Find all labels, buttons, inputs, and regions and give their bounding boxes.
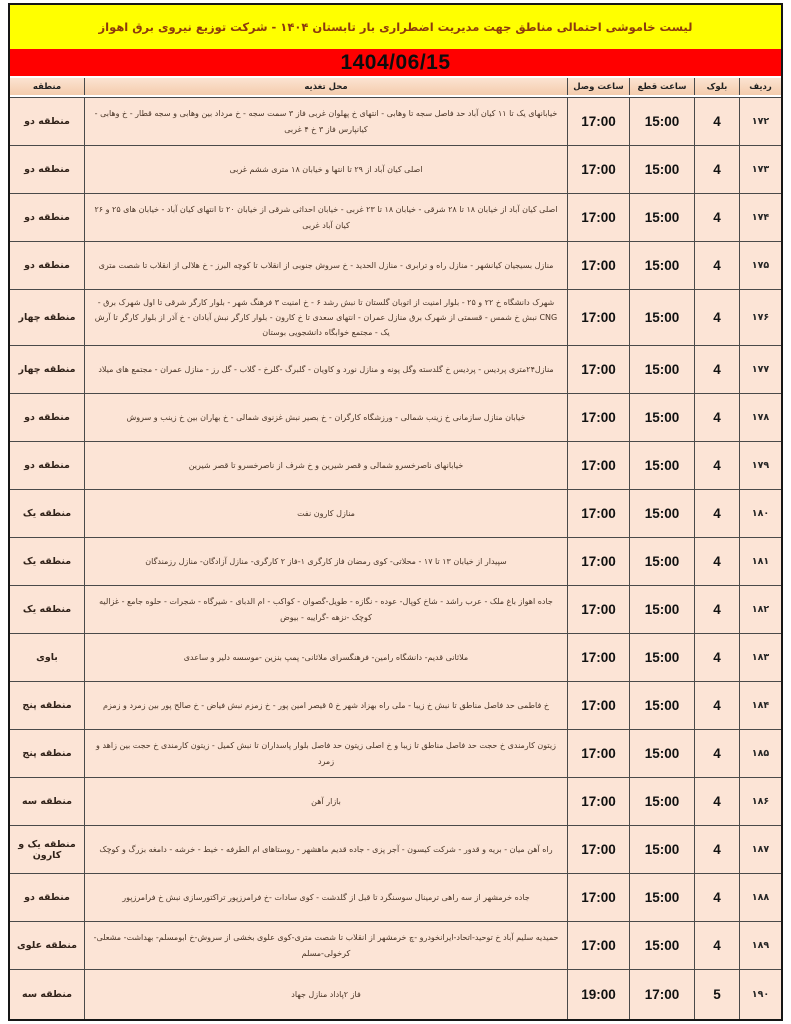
location-cell [84, 634, 567, 681]
date-banner [10, 49, 781, 76]
table-row [10, 921, 781, 969]
block-cell [694, 146, 739, 193]
date-text: 1404/06/15 [340, 50, 451, 74]
block-cell [694, 730, 739, 777]
region-cell [10, 442, 84, 489]
block-cell [694, 682, 739, 729]
time-on-cell [567, 98, 629, 145]
region-text: منطقه دو [24, 412, 70, 423]
location-text: شهرک دانشگاه خ ۲۲ و ۲۵ - بلوار امنیت از اتوبان گلستان تا نبش رشد ۶ - خ امنیت ۳ فرهنگ شهر - بلوار کارگر شرقی تا اول شهرک برق - CNG نبش خ شمس - قسمتی از شهرک برق منازل عمران - انتهای سعدی تا خ کارون - بلوار کارگر نبش آبادان - خ آذر از بلوار کارگر تا آرش یک - مجتمع خوابگاه دانشجویی بوستان [94, 297, 558, 338]
location-text: خیابانهای یک تا ۱۱ کیان آباد حد فاصل سجه تا وهابی - انتهای خ پهلوان غربی فاز ۳ سمت سجه - خ مرداد بین وهابی و سجه قطار - خ وهابی - کیانپارس فاز ۳ خ ۴ غربی [94, 109, 558, 134]
location-cell [84, 826, 567, 873]
location-cell [84, 586, 567, 633]
region-cell [10, 394, 84, 441]
region-text: منطقه یک [22, 508, 72, 519]
header-block: بلوک [694, 78, 739, 95]
location-text: خیابان منازل سازمانی خ زینب شمالی - ورزشگاه کارگران - خ بصیر نبش غزنوی شمالی - خ بهاران بین خ زینب و سروش [126, 412, 526, 422]
block-value: 4 [713, 258, 721, 273]
region-text: منطقه علوی [17, 940, 77, 951]
location-text: خ فاطمی حد فاصل مناطق تا نبش خ زیبا - ملی راه بهزاد شهر خ ۵ قیصر امین پور - خ زمزم نبش فیاض - خ صالح پور بین زمرد و زمزم [102, 700, 550, 710]
time-off-cell [629, 194, 694, 241]
time-on-cell [567, 346, 629, 393]
block-value: 5 [713, 987, 721, 1002]
block-cell [694, 778, 739, 825]
row-number-cell [739, 194, 781, 241]
block-value: 4 [713, 890, 721, 905]
time-on-cell [567, 826, 629, 873]
time-on-value: 17:00 [581, 794, 616, 809]
table-row [10, 289, 781, 345]
time-off-cell [629, 778, 694, 825]
table-row [10, 97, 781, 145]
time-on-cell [567, 970, 629, 1019]
location-cell [84, 98, 567, 145]
time-off-value: 15:00 [644, 554, 680, 569]
block-cell [694, 826, 739, 873]
region-cell [10, 194, 84, 241]
time-off-cell [629, 442, 694, 489]
time-off-value: 17:00 [644, 987, 680, 1002]
region-text: منطقه سه [21, 796, 73, 807]
time-on-value: 17:00 [581, 362, 616, 377]
time-off-cell [629, 826, 694, 873]
time-on-value: 17:00 [581, 310, 616, 325]
region-cell [10, 826, 84, 873]
region-cell [10, 490, 84, 537]
block-cell [694, 194, 739, 241]
time-on-value: 17:00 [581, 890, 616, 905]
block-value: 4 [713, 938, 721, 953]
time-off-cell [629, 874, 694, 921]
table-header-row [10, 76, 781, 97]
location-text: جاده اهواز باغ ملک - عرب راشد - شاخ کوپال- عوده - نگازه - طویل-گصوان - کواکب - ام الدبای - شیرگاه - شجرات - حلوه جامع - غزالیه کوچک -نزهه -گرایبه - بیوض [99, 597, 553, 622]
location-text: اصلی کیان آباد از ۲۹ تا انتها و خیابان ۱۸ متری ششم غربی [229, 164, 423, 174]
location-text: فاز ۲پاداد منازل جهاد [291, 989, 361, 999]
time-on-value: 17:00 [581, 506, 616, 521]
table-body [10, 97, 781, 1019]
location-text: خیابانهای ناصرخسرو شمالی و قصر شیرین و خ شرف از ناصرخسرو تا قصر شیرین [188, 460, 464, 470]
location-text: راه آهن میان - بریه و قدور - شرکت کیسون - آجر پزی - جاده قدیم ماهشهر - روستاهای ام الطرفه - خیط - خرشه - دامغه بزرگ و کوچک [99, 844, 553, 854]
location-text: منازل کارون نفت [297, 508, 355, 518]
location-cell [84, 290, 567, 345]
time-off-value: 15:00 [644, 794, 680, 809]
table-row [10, 729, 781, 777]
region-cell [10, 290, 84, 345]
region-text: منطقه دو [24, 892, 70, 903]
time-on-value: 17:00 [581, 458, 616, 473]
time-on-cell [567, 778, 629, 825]
block-cell [694, 490, 739, 537]
region-cell [10, 682, 84, 729]
location-cell [84, 874, 567, 921]
block-value: 4 [713, 310, 721, 325]
region-text: منطقه پنج [22, 700, 72, 711]
block-value: 4 [713, 842, 721, 857]
table-row [10, 777, 781, 825]
location-text: زیتون کارمندی خ حجت حد فاصل مناطق تا زیبا و خ اصلی زیتون حد فاصل بلوار پاسداران تا نبش کمیل - زیتون کارمندی خ حجت بین زاهد و زمرد [96, 741, 556, 766]
time-off-value: 15:00 [644, 842, 680, 857]
row-number-cell [739, 242, 781, 289]
table-row [10, 241, 781, 289]
region-cell [10, 146, 84, 193]
time-off-cell [629, 538, 694, 585]
block-value: 4 [713, 114, 721, 129]
block-cell [694, 98, 739, 145]
row-number: ۱۸۲ [751, 604, 770, 615]
row-number: ۱۸۰ [751, 508, 770, 519]
time-off-cell [629, 146, 694, 193]
region-text: منطقه سه [21, 989, 73, 1000]
time-off-cell [629, 490, 694, 537]
table-row [10, 825, 781, 873]
location-cell [84, 242, 567, 289]
region-text: منطقه یک [22, 604, 72, 615]
time-off-cell [629, 970, 694, 1019]
time-on-value: 19:00 [581, 987, 616, 1002]
region-text: منطقه دو [24, 260, 70, 271]
time-on-cell [567, 730, 629, 777]
table-row [10, 345, 781, 393]
row-number-cell [739, 634, 781, 681]
row-number-cell [739, 730, 781, 777]
region-text: باوی [36, 652, 58, 663]
header-time-on: ساعت وصل [567, 78, 629, 95]
time-on-value: 17:00 [581, 114, 616, 129]
row-number: ۱۸۵ [751, 748, 770, 759]
row-number-cell [739, 490, 781, 537]
region-cell [10, 922, 84, 969]
region-cell [10, 242, 84, 289]
region-cell [10, 586, 84, 633]
block-cell [694, 346, 739, 393]
row-number-cell [739, 442, 781, 489]
time-off-cell [629, 394, 694, 441]
region-text: منطقه چهار [18, 312, 76, 323]
row-number: ۱۷۹ [751, 460, 770, 471]
row-number: ۱۸۴ [751, 700, 770, 711]
row-number-cell [739, 826, 781, 873]
block-cell [694, 874, 739, 921]
table-row [10, 393, 781, 441]
time-on-value: 17:00 [581, 746, 616, 761]
location-cell [84, 194, 567, 241]
time-off-value: 15:00 [644, 506, 680, 521]
time-on-value: 17:00 [581, 410, 616, 425]
block-cell [694, 634, 739, 681]
block-value: 4 [713, 458, 721, 473]
region-text: منطقه دو [24, 164, 70, 175]
row-number: ۱۷۸ [751, 412, 770, 423]
table-row [10, 489, 781, 537]
location-cell [84, 538, 567, 585]
region-text: منطقه دو [24, 116, 70, 127]
block-value: 4 [713, 794, 721, 809]
location-cell [84, 682, 567, 729]
row-number-cell [739, 586, 781, 633]
block-cell [694, 290, 739, 345]
time-off-value: 15:00 [644, 746, 680, 761]
table-row [10, 441, 781, 489]
row-number-cell [739, 538, 781, 585]
block-value: 4 [713, 410, 721, 425]
region-cell [10, 730, 84, 777]
time-on-cell [567, 290, 629, 345]
region-cell [10, 970, 84, 1019]
header-region: منطقه [32, 81, 62, 92]
block-value: 4 [713, 362, 721, 377]
row-number: ۱۷۵ [751, 260, 770, 271]
location-cell [84, 730, 567, 777]
time-on-value: 17:00 [581, 602, 616, 617]
region-cell [10, 778, 84, 825]
time-on-value: 17:00 [581, 210, 616, 225]
row-number: ۱۸۸ [751, 892, 770, 903]
title-bar [10, 5, 781, 49]
row-number-cell [739, 146, 781, 193]
block-value: 4 [713, 650, 721, 665]
block-value: 4 [713, 210, 721, 225]
time-on-value: 17:00 [581, 162, 616, 177]
row-number-cell [739, 874, 781, 921]
table-row [10, 633, 781, 681]
row-number: ۱۸۶ [751, 796, 770, 807]
time-off-value: 15:00 [644, 650, 680, 665]
time-on-cell [567, 242, 629, 289]
table-row [10, 681, 781, 729]
block-value: 4 [713, 602, 721, 617]
row-number: ۱۹۰ [751, 989, 770, 1000]
region-text: منطقه چهار [18, 364, 76, 375]
row-number-cell [739, 98, 781, 145]
time-off-cell [629, 98, 694, 145]
table-row [10, 193, 781, 241]
time-off-value: 15:00 [644, 114, 680, 129]
block-cell [694, 242, 739, 289]
row-number-cell [739, 682, 781, 729]
time-on-cell [567, 538, 629, 585]
region-cell [10, 634, 84, 681]
row-number-cell [739, 970, 781, 1019]
time-on-value: 17:00 [581, 554, 616, 569]
time-off-value: 15:00 [644, 162, 680, 177]
row-number: ۱۸۱ [751, 556, 770, 567]
time-on-value: 17:00 [581, 698, 616, 713]
location-text: ملاثانی قدیم- دانشگاه رامین- فرهنگسرای ملاثانی- پمپ بنزین -موسسه دلیر و ساعدی [183, 652, 469, 662]
location-cell [84, 490, 567, 537]
region-text: منطقه دو [24, 460, 70, 471]
time-off-value: 15:00 [644, 938, 680, 953]
location-cell [84, 922, 567, 969]
time-off-value: 15:00 [644, 890, 680, 905]
time-off-value: 15:00 [644, 310, 680, 325]
time-off-cell [629, 586, 694, 633]
time-off-value: 15:00 [644, 362, 680, 377]
row-number: ۱۷۳ [751, 164, 770, 175]
time-on-cell [567, 634, 629, 681]
row-number: ۱۸۳ [751, 652, 770, 663]
time-off-cell [629, 682, 694, 729]
time-off-cell [629, 290, 694, 345]
time-on-cell [567, 586, 629, 633]
time-on-value: 17:00 [581, 650, 616, 665]
row-number-cell [739, 346, 781, 393]
time-off-cell [629, 242, 694, 289]
outage-table [10, 76, 781, 1019]
time-off-cell [629, 634, 694, 681]
time-on-cell [567, 146, 629, 193]
time-off-value: 15:00 [644, 602, 680, 617]
row-number: ۱۷۷ [751, 364, 770, 375]
region-text: منطقه یک [22, 556, 72, 567]
time-on-value: 17:00 [581, 258, 616, 273]
block-value: 4 [713, 162, 721, 177]
time-on-cell [567, 490, 629, 537]
region-cell [10, 874, 84, 921]
location-cell [84, 778, 567, 825]
block-value: 4 [713, 698, 721, 713]
time-on-cell [567, 874, 629, 921]
region-text: منطقه دو [24, 212, 70, 223]
page-title: لیست خاموشی احتمالی مناطق جهت مدیریت اضطراری بار تابستان ۱۴۰۴ - شرکت توزیع نیروی برق اهواز [98, 19, 693, 34]
location-cell [84, 970, 567, 1019]
time-off-cell [629, 730, 694, 777]
header-location: محل تغذیه [84, 78, 567, 95]
region-cell [10, 98, 84, 145]
time-off-value: 15:00 [644, 458, 680, 473]
time-off-value: 15:00 [644, 698, 680, 713]
row-number-cell [739, 922, 781, 969]
row-number: ۱۷۶ [751, 312, 770, 323]
block-cell [694, 922, 739, 969]
block-cell [694, 538, 739, 585]
time-off-value: 15:00 [644, 410, 680, 425]
header-row-number: ردیف [739, 78, 781, 95]
time-on-cell [567, 442, 629, 489]
block-value: 4 [713, 506, 721, 521]
time-off-value: 15:00 [644, 258, 680, 273]
location-text: حمیدیه سلیم آباد خ توحید-اتحاد-ایرانخودرو -چ خرمشهر از انقلاب تا شصت متری-کوی علوی بخشی از سروش-خ ابومسلم- بهداشت- مشعلی- کرخولی-مسلم [93, 933, 559, 958]
block-value: 4 [713, 746, 721, 761]
location-cell [84, 442, 567, 489]
time-on-cell [567, 682, 629, 729]
block-cell [694, 586, 739, 633]
region-text: منطقه یک و کارون [18, 838, 76, 861]
block-value: 4 [713, 554, 721, 569]
time-on-cell [567, 394, 629, 441]
time-on-value: 17:00 [581, 842, 616, 857]
table-row [10, 537, 781, 585]
time-off-value: 15:00 [644, 210, 680, 225]
location-text: بازار آهن [311, 796, 341, 806]
location-text: منازل۲۴متری پردیس - پردیس خ گلدسته وگل پونه و منازل نورد و کاویان - گلبرگ -گلرخ - گلاب - گل رز - منازل عمران - مجتمع های میلاد [98, 364, 554, 374]
schedule-sheet [8, 3, 783, 1021]
header-time-off: ساعت قطع [629, 78, 694, 95]
table-row [10, 873, 781, 921]
row-number: ۱۷۲ [751, 116, 770, 127]
location-cell [84, 394, 567, 441]
row-number-cell [739, 290, 781, 345]
row-number: ۱۸۷ [751, 844, 770, 855]
time-on-cell [567, 194, 629, 241]
table-row [10, 145, 781, 193]
time-on-cell [567, 922, 629, 969]
row-number-cell [739, 394, 781, 441]
block-cell [694, 970, 739, 1019]
location-text: سپیدار از خیابان ۱۳ تا ۱۷ - محلاتی- کوی رمضان فاز کارگری ۱-فاز ۲ کارگری- منازل آزادگان- منازل رزمندگان [145, 556, 507, 566]
row-number-cell [739, 778, 781, 825]
time-off-cell [629, 346, 694, 393]
row-number: ۱۷۴ [751, 212, 770, 223]
table-row [10, 585, 781, 633]
region-cell [10, 538, 84, 585]
block-cell [694, 394, 739, 441]
location-cell [84, 146, 567, 193]
location-text: اصلی کیان آباد از خیابان ۱۸ تا ۲۸ شرقی - خیابان ۱۸ تا ۲۳ غربی - خیابان احداثی شرقی از خیابان ۲۰ تا انتهای کیان آباد - خیابان های ۲۵ و ۲۶ کیان آباد غربی [94, 205, 558, 230]
table-row [10, 969, 781, 1019]
location-cell [84, 346, 567, 393]
time-off-cell [629, 922, 694, 969]
region-text: منطقه پنج [22, 748, 72, 759]
block-cell [694, 442, 739, 489]
time-on-value: 17:00 [581, 938, 616, 953]
location-text: جاده خرمشهر از سه راهی ترمینال سوسنگرد تا قبل از گلدشت - کوی سادات -خ فرامرزپور تراکتورسازی نبش خ فرامرزپور [122, 892, 530, 902]
region-cell [10, 346, 84, 393]
location-text: منازل بسیجیان کیانشهر - منازل راه و ترابری - منازل الحدید - خ سروش جنوبی از انقلاب تا کوچه البرز - خ هلالی از انقلاب تا شصت متری [98, 260, 554, 270]
row-number: ۱۸۹ [751, 940, 770, 951]
